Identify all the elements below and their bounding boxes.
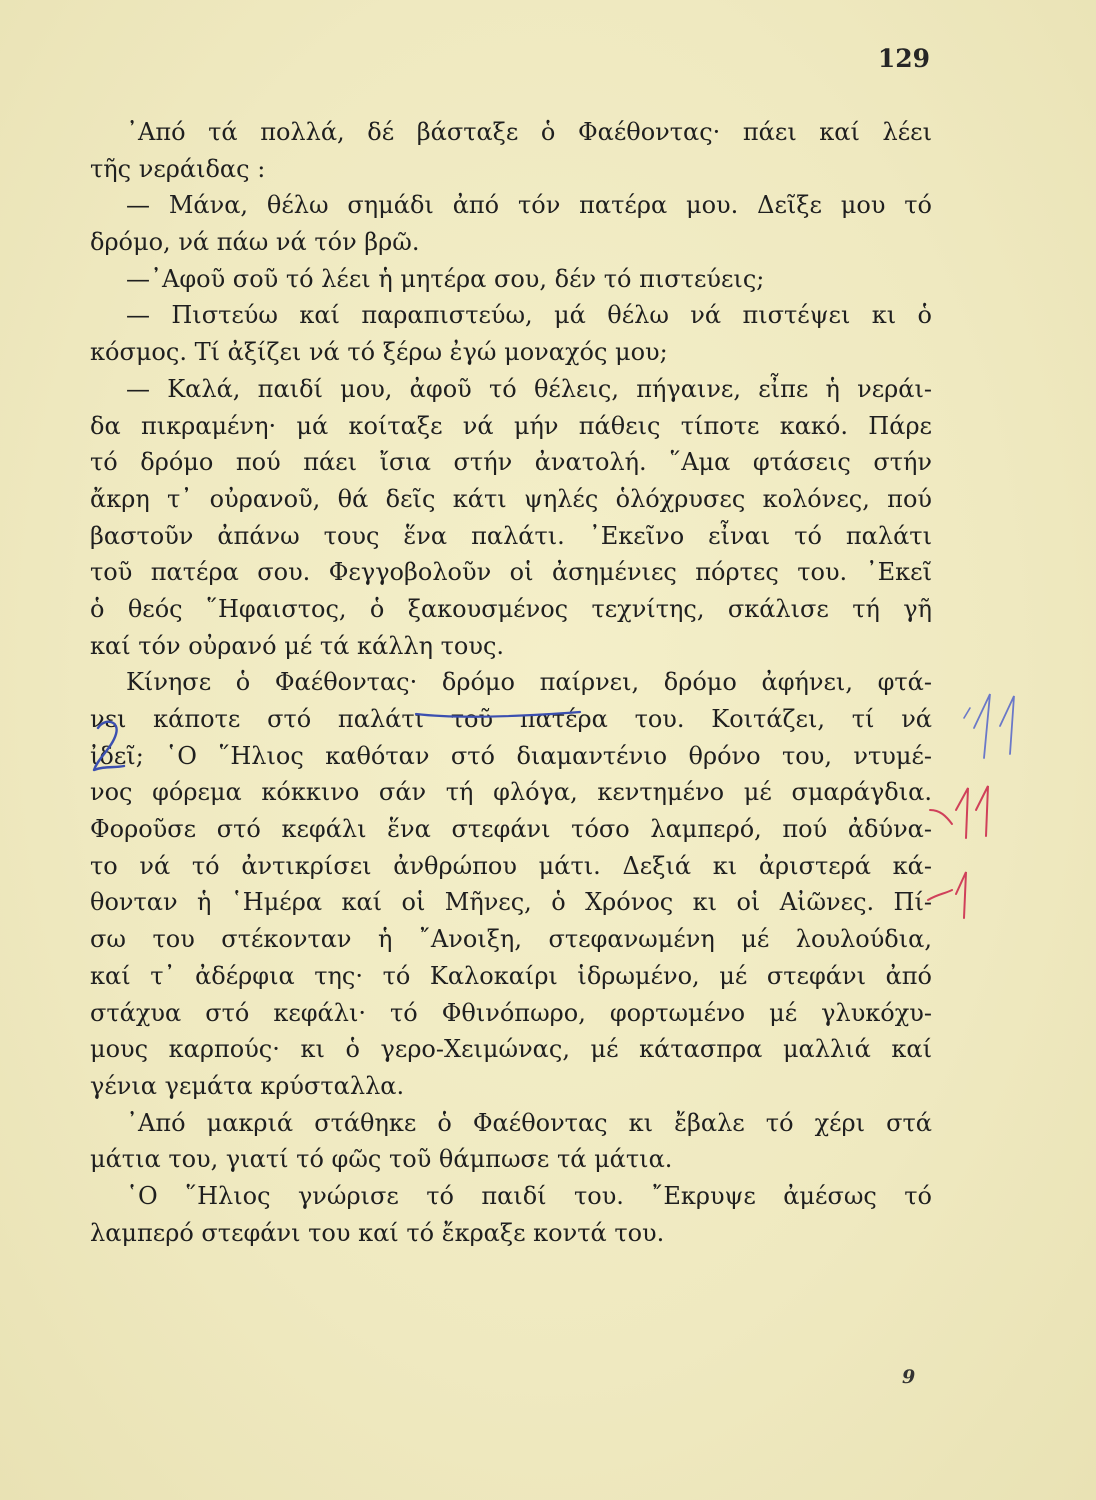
text-line: κόσμος. Τί ἀξίζει νά τό ξέρω ἐγώ μοναχός μου;	[90, 338, 668, 367]
text-line: σω του στέκονταν ἡ ῎Ανοιξη, στεφανωμένη μέ λουλούδια,	[90, 925, 932, 954]
blue-margin-mark	[960, 688, 1040, 768]
text-line: ὁ θεός ῞Ηφαιστος, ὁ ξακουσμένος τεχνίτης, σκάλισε τή γῆ	[90, 594, 932, 623]
text-line: βαστοῦν ἀπάνω τους ἕνα παλάτι. ᾿Εκεῖνο εἶναι τό παλάτι	[90, 521, 932, 550]
text-line: τό δρόμο πού πάει ἴσια στήν ἀνατολή. ῞Αμα φτάσεις στήν	[90, 448, 932, 477]
red-margin-mark	[926, 780, 1006, 850]
text-line: καί τόν οὐρανό μέ τά κάλλη τους.	[90, 631, 505, 660]
text-line: δρόμο, νά πάω νά τόν βρῶ.	[90, 228, 420, 257]
page-number: 129	[877, 44, 930, 73]
text-line: Φοροῦσε στό κεφάλι ἕνα στεφάνι τόσο λαμπερό, πού ἀδύνα-	[90, 815, 932, 844]
text-line: ἰδεῖ; ῾Ο ῞Ηλιος καθόταν στό διαμαντένιο θρόνο του, ντυμέ-	[90, 741, 932, 770]
text-line: — Καλά, παιδί μου, ἀφοῦ τό θέλεις, πήγαινε, εἶπε ἡ νεράι-	[126, 374, 932, 403]
text-line: νος φόρεμα κόκκινο σάν τή φλόγα, κεντημένο μέ σμαράγδια.	[90, 778, 932, 807]
text-line: — Πιστεύω καί παραπιστεύω, μά θέλω νά πιστέψει κι ὁ	[126, 301, 932, 330]
red-margin-mark-2	[926, 864, 986, 924]
text-line: ᾿Από μακριά στάθηκε ὁ Φαέθοντας κι ἔβαλε τό χέρι στά	[126, 1108, 932, 1137]
text-line: τοῦ πατέρα σου. Φεγγοβολοῦν οἱ ἀσημένιες πόρτες του. ᾿Εκεῖ	[90, 558, 932, 587]
text-line: το νά τό ἀντικρίσει ἀνθρώπου μάτι. Δεξιά κι ἀριστερά κά-	[90, 851, 932, 880]
text-line: Κίνησε ὁ Φαέθοντας· δρόμο παίρνει, δρόμο ἀφήνει, φτά-	[126, 668, 932, 697]
blue-underline-mark	[410, 700, 600, 722]
text-line: —᾿Αφοῦ σοῦ τό λέει ἡ μητέρα σου, δέν τό πιστεύεις;	[126, 264, 765, 293]
text-line: ἄκρη τ᾿ οὐρανοῦ, θά δεῖς κάτι ψηλές ὁλόχρυσες κολόνες, πού	[90, 484, 932, 513]
text-line: θονταν ἡ ῾Ημέρα καί οἱ Μῆνες, ὁ Χρόνος κι οἱ Αἰῶνες. Πί-	[90, 888, 932, 917]
text-line: ᾿Από τά πολλά, δέ βάσταξε ὁ Φαέθοντας· πάει καί λέει	[126, 118, 932, 146]
body-text	[90, 114, 932, 1251]
text-line: δα πικραμένη· μά κοίταξε νά μήν πάθεις τίποτε κακό. Πάρε	[90, 411, 932, 440]
text-line: τῆς νεράιδας :	[90, 154, 266, 183]
text-line: ῾Ο ῞Ηλιος γνώρισε τό παιδί του. ῎Εκρυψε ἀμέσως τό	[126, 1181, 932, 1210]
signature-mark: 9	[902, 1366, 916, 1388]
blue-handwritten-numeral-mark	[86, 714, 134, 782]
text-line: νει κάποτε στό παλάτι τοῦ πατέρα του. Κοιτάζει, τί νά	[90, 705, 932, 733]
text-line: στάχυα στό κεφάλι· τό Φθινόπωρο, φορτωμένο μέ γλυκόχυ-	[90, 998, 932, 1027]
text-line: μάτια του, γιατί τό φῶς τοῦ θάμπωσε τά μάτια.	[90, 1145, 673, 1174]
text-line: μους καρπούς· κι ὁ γερο-Χειμώνας, μέ κάτασπρα μαλλιά καί	[90, 1035, 932, 1064]
text-line: — Μάνα, θέλω σημάδι ἀπό τόν πατέρα μου. Δεῖξε μου τό	[126, 191, 932, 220]
text-line: λαμπερό στεφάνι του καί τό ἔκραξε κοντά του.	[90, 1218, 665, 1247]
text-line: καί τ᾿ ἀδέρφια της· τό Καλοκαίρι ἱδρωμένο, μέ στεφάνι ἀπό	[90, 961, 932, 990]
text-line: γένια γεμάτα κρύσταλλα.	[90, 1071, 405, 1100]
